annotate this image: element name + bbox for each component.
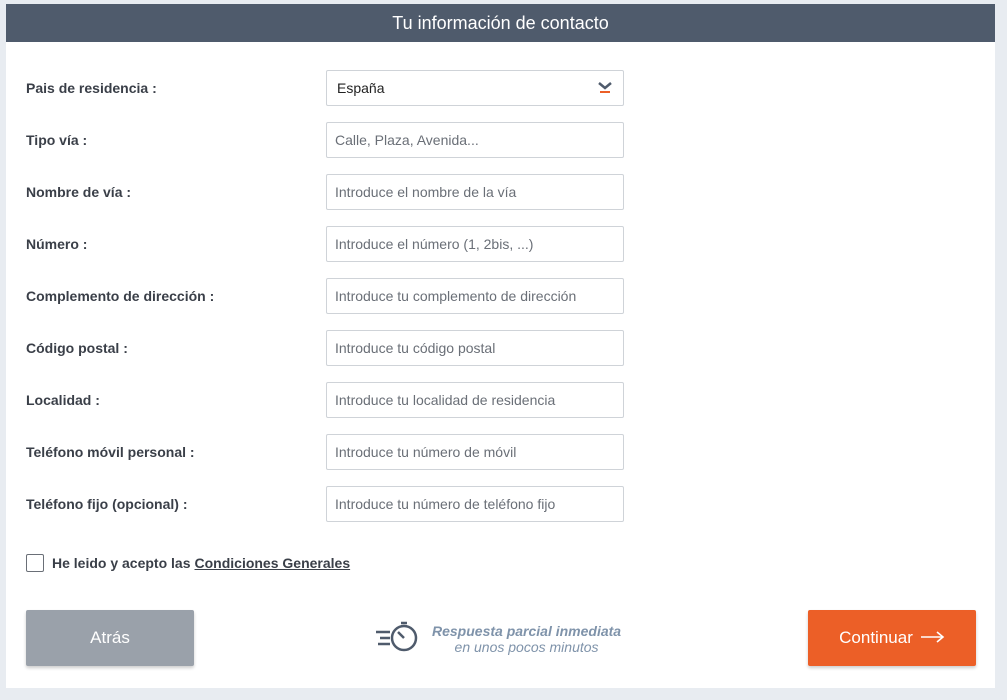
complemento-row	[26, 277, 626, 315]
numero-row	[26, 225, 626, 263]
movil-row	[26, 433, 626, 471]
continue-button[interactable]	[808, 610, 976, 666]
movil-label: Teléfono móvil personal :	[26, 444, 195, 460]
numero-label: Número :	[26, 236, 88, 252]
codigo-postal-input[interactable]	[326, 330, 624, 366]
country-row	[26, 69, 626, 107]
arrow-right-icon	[921, 628, 945, 648]
terms-checkbox[interactable]	[26, 554, 44, 572]
promo-line2: en unos pocos minutos	[454, 638, 599, 655]
terms-text: He leido y acepto las	[52, 555, 191, 571]
fijo-row	[26, 485, 626, 523]
country-select[interactable]	[326, 70, 624, 106]
country-label: Pais de residencia :	[26, 80, 157, 96]
terms-row	[26, 554, 350, 572]
numero-input[interactable]	[326, 226, 624, 262]
back-button[interactable]: Atrás	[26, 610, 194, 666]
terms-link[interactable]: Condiciones Generales	[194, 555, 351, 571]
complemento-input[interactable]	[326, 278, 624, 314]
contact-form-card	[6, 4, 995, 688]
stopwatch-icon	[376, 620, 422, 657]
codigo-postal-row	[26, 329, 626, 367]
localidad-input[interactable]	[326, 382, 624, 418]
continue-label: Continuar	[839, 628, 913, 647]
promo-line1: Respuesta parcial inmediata	[432, 622, 622, 639]
codigo-postal-label: Código postal :	[26, 340, 128, 356]
fijo-input[interactable]	[326, 486, 624, 522]
tipo-via-input[interactable]	[326, 122, 624, 158]
nombre-via-label: Nombre de vía :	[26, 184, 132, 200]
localidad-row	[26, 381, 626, 419]
promo-text	[432, 623, 621, 655]
form-title: Tu información de contacto	[392, 12, 609, 33]
nombre-via-input[interactable]	[326, 174, 624, 210]
promo	[376, 620, 621, 657]
localidad-label: Localidad :	[26, 392, 100, 408]
fijo-label: Teléfono fijo (opcional) :	[26, 496, 188, 512]
nombre-via-row	[26, 173, 626, 211]
chevron-down-icon	[597, 80, 613, 96]
country-select-value: España	[337, 80, 385, 96]
tipo-via-label: Tipo vía :	[26, 132, 88, 148]
movil-input[interactable]	[326, 434, 624, 470]
tipo-via-row	[26, 121, 626, 159]
complemento-label: Complemento de dirección :	[26, 288, 215, 304]
form-header	[6, 4, 995, 42]
